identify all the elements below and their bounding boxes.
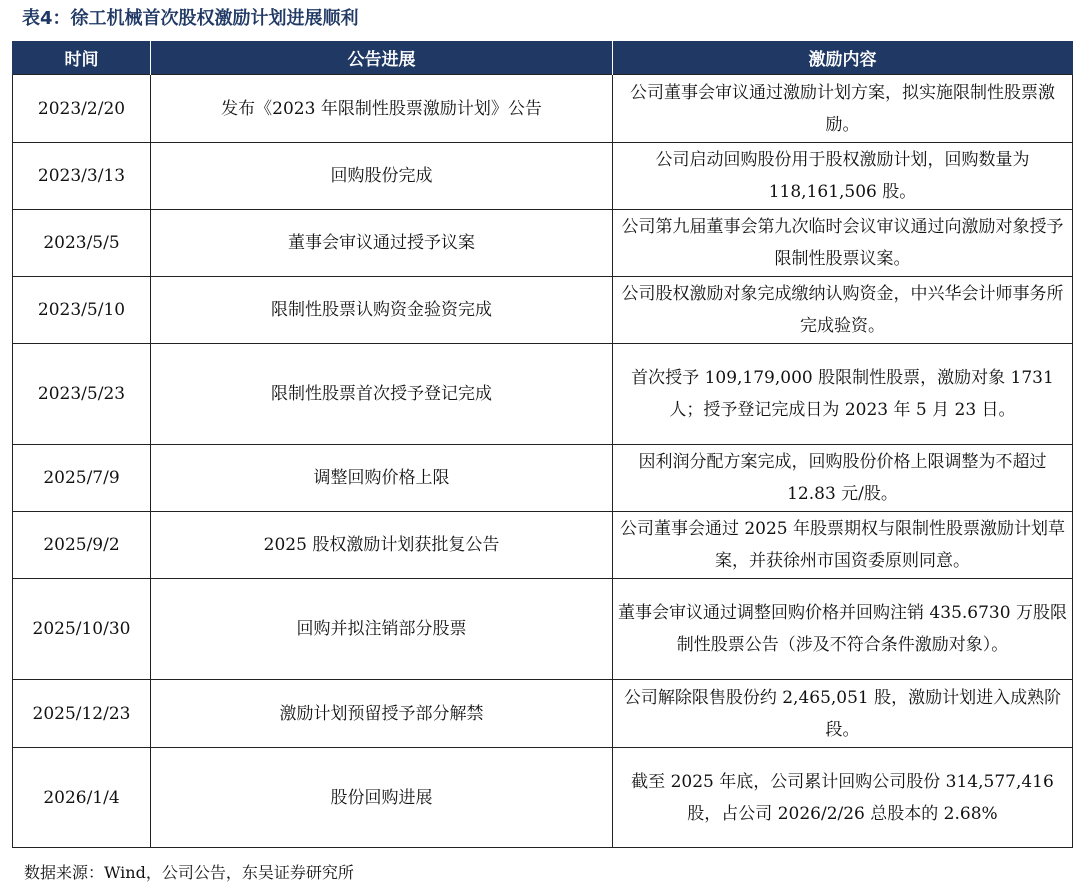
header-date: 时间 (13, 41, 151, 75)
cell-progress: 回购股份完成 (151, 143, 613, 210)
cell-date: 2023/2/20 (13, 75, 151, 143)
cell-content: 公司董事会审议通过激励计划方案，拟实施限制性股票激励。 (613, 75, 1073, 143)
cell-progress: 限制性股票首次授予登记完成 (151, 344, 613, 445)
cell-date: 2025/12/23 (13, 680, 151, 748)
cell-progress: 调整回购价格上限 (151, 445, 613, 512)
header-content: 激励内容 (613, 41, 1073, 75)
cell-date: 2025/10/30 (13, 579, 151, 680)
table-row (13, 210, 1073, 277)
progress-table (12, 41, 1073, 848)
cell-progress: 2025 股权激励计划获批复公告 (151, 512, 613, 579)
table-row (13, 748, 1073, 848)
cell-content: 截至 2025 年底，公司累计回购公司股份 314,577,416 股，占公司 2026/2/26 总股本的 2.68% (613, 748, 1073, 848)
cell-content: 因利润分配方案完成，回购股份价格上限调整为不超过 12.83 元/股。 (613, 445, 1073, 512)
table-row (13, 344, 1073, 445)
table-row (13, 277, 1073, 344)
cell-date: 2025/9/2 (13, 512, 151, 579)
cell-content: 董事会审议通过调整回购价格并回购注销 435.6730 万股限制性股票公告（涉及不符合条件激励对象）。 (613, 579, 1073, 680)
table-row (13, 143, 1073, 210)
cell-date: 2023/5/23 (13, 344, 151, 445)
cell-progress: 限制性股票认购资金验资完成 (151, 277, 613, 344)
cell-progress: 激励计划预留授予部分解禁 (151, 680, 613, 748)
header-progress: 公告进展 (151, 41, 613, 75)
cell-content: 公司解除限售股份约 2,465,051 股，激励计划进入成熟阶段。 (613, 680, 1073, 748)
table-title: 表4：徐工机械首次股权激励计划进展顺利 (22, 8, 359, 29)
cell-content: 公司股权激励对象完成缴纳认购资金，中兴华会计师事务所完成验资。 (613, 277, 1073, 344)
cell-progress: 发布《2023 年限制性股票激励计划》公告 (151, 75, 613, 143)
table-row (13, 579, 1073, 680)
data-source-note: 数据来源：Wind，公司公告，东吴证券研究所 (24, 863, 354, 882)
cell-content: 公司第九届董事会第九次临时会议审议通过向激励对象授予限制性股票议案。 (613, 210, 1073, 277)
cell-date: 2023/3/13 (13, 143, 151, 210)
cell-progress: 董事会审议通过授予议案 (151, 210, 613, 277)
cell-date: 2023/5/5 (13, 210, 151, 277)
cell-content: 公司启动回购股份用于股权激励计划，回购数量为 118,161,506 股。 (613, 143, 1073, 210)
cell-date: 2023/5/10 (13, 277, 151, 344)
table-row (13, 512, 1073, 579)
cell-content: 首次授予 109,179,000 股限制性股票，激励对象 1731 人；授予登记完成日为 2023 年 5 月 23 日。 (613, 344, 1073, 445)
table-header-row (13, 41, 1073, 75)
cell-date: 2025/7/9 (13, 445, 151, 512)
cell-progress: 股份回购进展 (151, 748, 613, 848)
cell-date: 2026/1/4 (13, 748, 151, 848)
table-row (13, 680, 1073, 748)
cell-content: 公司董事会通过 2025 年股票期权与限制性股票激励计划草案，并获徐州市国资委原则同意。 (613, 512, 1073, 579)
cell-progress: 回购并拟注销部分股票 (151, 579, 613, 680)
table-row (13, 445, 1073, 512)
table-row (13, 75, 1073, 143)
